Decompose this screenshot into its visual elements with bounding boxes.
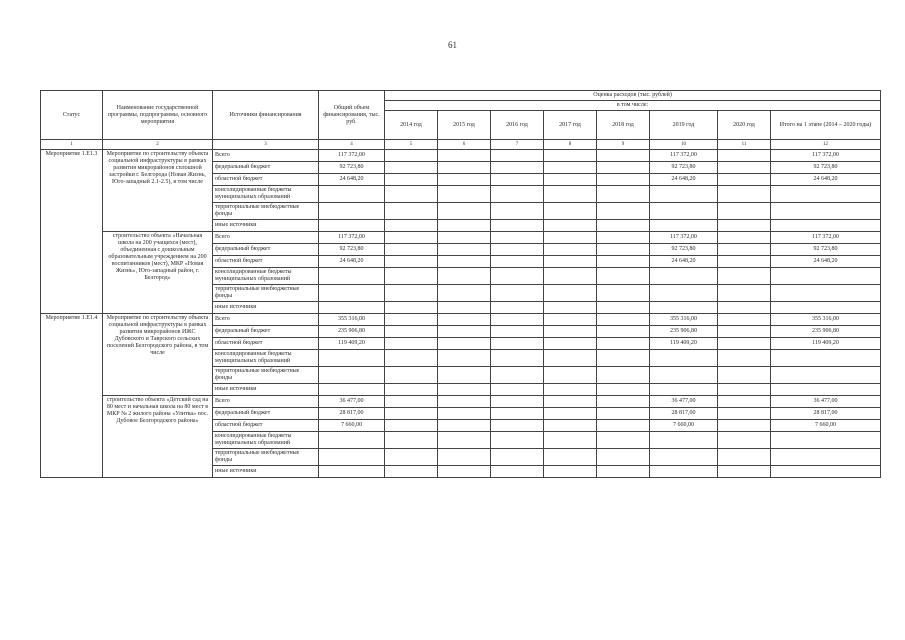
total-value: 92 723,80	[319, 162, 385, 174]
year-value	[597, 220, 650, 232]
column-number: 11	[718, 140, 771, 150]
year-value	[544, 449, 597, 466]
year-value	[597, 314, 650, 326]
year-value	[491, 244, 544, 256]
total-value	[319, 367, 385, 384]
year-value	[438, 285, 491, 302]
header-year: 2014 год	[385, 111, 438, 140]
year-value	[597, 466, 650, 478]
year-2019-value	[650, 285, 718, 302]
funding-source: федеральный бюджет	[213, 408, 319, 420]
year-value	[544, 338, 597, 350]
funding-source: Всего	[213, 232, 319, 244]
stage-total-value: 36 477,00	[771, 396, 881, 408]
year-value	[718, 256, 771, 268]
year-value	[544, 466, 597, 478]
header-year: 2020 год	[718, 111, 771, 140]
year-value	[438, 338, 491, 350]
year-2019-value	[650, 432, 718, 449]
year-value	[544, 268, 597, 285]
year-value	[718, 449, 771, 466]
year-value	[544, 432, 597, 449]
header-source: Источники финансирования	[213, 91, 319, 140]
stage-total-value	[771, 186, 881, 203]
column-number: 9	[597, 140, 650, 150]
funding-source: территориальные внебюджетные фонды	[213, 285, 319, 302]
year-value	[385, 285, 438, 302]
funding-source: консолидированные бюджеты муниципальных образований	[213, 350, 319, 367]
year-value	[491, 186, 544, 203]
year-value	[385, 203, 438, 220]
total-value	[319, 466, 385, 478]
total-value: 92 723,80	[319, 244, 385, 256]
year-2019-value: 117 372,00	[650, 150, 718, 162]
total-value: 355 316,00	[319, 314, 385, 326]
year-value	[718, 302, 771, 314]
year-value	[385, 232, 438, 244]
total-value: 24 648,20	[319, 256, 385, 268]
year-2019-value	[650, 268, 718, 285]
year-value	[597, 203, 650, 220]
year-value	[491, 408, 544, 420]
year-2019-value: 117 372,00	[650, 232, 718, 244]
year-value	[491, 367, 544, 384]
year-value	[491, 256, 544, 268]
column-number: 1	[41, 140, 103, 150]
year-value	[438, 302, 491, 314]
table-row	[41, 232, 881, 244]
stage-total-value	[771, 268, 881, 285]
year-value	[718, 367, 771, 384]
year-value	[597, 420, 650, 432]
year-value	[438, 150, 491, 162]
year-value	[597, 285, 650, 302]
status-cell: Мероприятие 1.Е1.4	[41, 314, 103, 478]
total-value	[319, 186, 385, 203]
page-number: 61	[448, 40, 457, 50]
total-value: 28 817,00	[319, 408, 385, 420]
funding-source: консолидированные бюджеты муниципальных образований	[213, 432, 319, 449]
year-value	[718, 174, 771, 186]
year-value	[544, 384, 597, 396]
year-value	[544, 302, 597, 314]
activity-name: строительство объекта «Детский сад на 80 мест и начальная школа на 80 мест в МКР № 2 жилого района «Улитка» пос. Дубовое Белгородского района»	[103, 396, 213, 478]
year-value	[718, 384, 771, 396]
year-value	[544, 244, 597, 256]
year-value	[718, 220, 771, 232]
stage-total-value: 117 372,00	[771, 150, 881, 162]
year-value	[597, 244, 650, 256]
total-value	[319, 285, 385, 302]
year-value	[438, 174, 491, 186]
total-value	[319, 432, 385, 449]
year-value	[544, 350, 597, 367]
stage-total-value: 24 648,20	[771, 256, 881, 268]
year-value	[544, 326, 597, 338]
year-value	[385, 384, 438, 396]
year-2019-value: 36 477,00	[650, 396, 718, 408]
year-2019-value	[650, 384, 718, 396]
funding-source: федеральный бюджет	[213, 162, 319, 174]
year-value	[491, 384, 544, 396]
column-number: 5	[385, 140, 438, 150]
funding-source: иные источники	[213, 466, 319, 478]
year-value	[385, 338, 438, 350]
year-value	[718, 186, 771, 203]
total-value: 7 660,00	[319, 420, 385, 432]
year-value	[438, 466, 491, 478]
stage-total-value: 7 660,00	[771, 420, 881, 432]
funding-source: Всего	[213, 314, 319, 326]
year-value	[385, 367, 438, 384]
year-value	[491, 326, 544, 338]
stage-total-value	[771, 449, 881, 466]
funding-source: консолидированные бюджеты муниципальных образований	[213, 268, 319, 285]
stage-total-value	[771, 285, 881, 302]
funding-source: областной бюджет	[213, 420, 319, 432]
year-value	[597, 408, 650, 420]
year-value	[438, 384, 491, 396]
year-value	[597, 174, 650, 186]
funding-source: Всего	[213, 150, 319, 162]
year-value	[385, 186, 438, 203]
year-value	[491, 285, 544, 302]
activity-name: Мероприятие по строительству объекта социальной инфраструктуры в рамках развития микрорайонов ИЖС Дубовского и Таврского сельских поселений Белгородского района, в том числе	[103, 314, 213, 396]
year-value	[438, 396, 491, 408]
header-year: 2018 год	[597, 111, 650, 140]
year-2019-value	[650, 367, 718, 384]
year-value	[597, 449, 650, 466]
year-value	[491, 420, 544, 432]
year-value	[544, 285, 597, 302]
table-body	[41, 150, 881, 478]
stage-total-value: 24 648,20	[771, 174, 881, 186]
year-2019-value	[650, 203, 718, 220]
funding-source: территориальные внебюджетные фонды	[213, 449, 319, 466]
year-value	[385, 150, 438, 162]
year-value	[718, 408, 771, 420]
header-including: в том числе:	[385, 101, 881, 111]
year-value	[718, 150, 771, 162]
year-2019-value: 7 660,00	[650, 420, 718, 432]
year-value	[544, 186, 597, 203]
year-2019-value: 92 723,80	[650, 244, 718, 256]
year-2019-value	[650, 466, 718, 478]
stage-total-value	[771, 220, 881, 232]
year-2019-value	[650, 186, 718, 203]
year-2019-value	[650, 302, 718, 314]
year-2019-value: 92 723,80	[650, 162, 718, 174]
year-value	[385, 302, 438, 314]
table-row	[41, 314, 881, 326]
activity-name: строительство объекта «Начальная школа на 200 учащихся (мест), объединенная с дошкольным образовательным учреждением на 200 воспитанников (мест), МКР «Новая Жизнь», Юго-западный район, г. Белгород»	[103, 232, 213, 314]
year-value	[438, 367, 491, 384]
year-value	[491, 350, 544, 367]
year-value	[385, 449, 438, 466]
year-2019-value: 24 648,20	[650, 256, 718, 268]
year-value	[438, 244, 491, 256]
year-value	[385, 466, 438, 478]
year-value	[544, 420, 597, 432]
year-value	[491, 268, 544, 285]
year-value	[597, 268, 650, 285]
stage-total-value: 355 316,00	[771, 314, 881, 326]
year-value	[597, 232, 650, 244]
year-value	[491, 150, 544, 162]
header-status: Статус	[41, 91, 103, 140]
column-number: 2	[103, 140, 213, 150]
funding-source: иные источники	[213, 220, 319, 232]
year-value	[491, 338, 544, 350]
header-year: 2016 год	[491, 111, 544, 140]
year-2019-value: 28 817,00	[650, 408, 718, 420]
year-value	[718, 466, 771, 478]
stage-total-value	[771, 350, 881, 367]
year-value	[544, 150, 597, 162]
funding-source: областной бюджет	[213, 338, 319, 350]
funding-source: иные источники	[213, 384, 319, 396]
stage-total-value	[771, 432, 881, 449]
year-value	[718, 396, 771, 408]
year-value	[491, 220, 544, 232]
table-row	[41, 396, 881, 408]
year-value	[438, 432, 491, 449]
year-2019-value: 24 648,20	[650, 174, 718, 186]
year-value	[438, 449, 491, 466]
year-value	[491, 232, 544, 244]
funding-source: областной бюджет	[213, 174, 319, 186]
year-value	[718, 326, 771, 338]
year-value	[718, 203, 771, 220]
year-value	[597, 162, 650, 174]
year-value	[597, 150, 650, 162]
column-number: 8	[544, 140, 597, 150]
funding-source: федеральный бюджет	[213, 326, 319, 338]
year-value	[544, 367, 597, 384]
year-value	[438, 326, 491, 338]
year-value	[597, 350, 650, 367]
year-2019-value: 355 316,00	[650, 314, 718, 326]
year-value	[491, 449, 544, 466]
year-2019-value	[650, 350, 718, 367]
year-value	[438, 314, 491, 326]
year-value	[438, 268, 491, 285]
year-value	[544, 232, 597, 244]
header-sum: Итого на 1 этапе (2014 – 2020 годы)	[771, 111, 881, 140]
year-value	[544, 220, 597, 232]
year-value	[385, 396, 438, 408]
year-value	[438, 186, 491, 203]
funding-source: консолидированные бюджеты муниципальных образований	[213, 186, 319, 203]
year-value	[718, 338, 771, 350]
year-value	[544, 314, 597, 326]
total-value: 119 409,20	[319, 338, 385, 350]
year-value	[597, 256, 650, 268]
total-value	[319, 203, 385, 220]
year-value	[597, 326, 650, 338]
column-number: 4	[319, 140, 385, 150]
year-value	[385, 350, 438, 367]
total-value	[319, 384, 385, 396]
year-value	[438, 350, 491, 367]
year-value	[385, 268, 438, 285]
stage-total-value	[771, 302, 881, 314]
year-value	[544, 162, 597, 174]
funding-source: Всего	[213, 396, 319, 408]
year-2019-value	[650, 220, 718, 232]
year-value	[718, 432, 771, 449]
year-value	[544, 174, 597, 186]
funding-source: территориальные внебюджетные фонды	[213, 203, 319, 220]
stage-total-value	[771, 367, 881, 384]
stage-total-value: 92 723,80	[771, 162, 881, 174]
year-value	[718, 268, 771, 285]
column-number: 10	[650, 140, 718, 150]
header-total: Общий объем финансирования, тыс. руб.	[319, 91, 385, 140]
header-name: Наименование государственной программы, подпрограммы, основного мероприятия	[103, 91, 213, 140]
year-value	[718, 162, 771, 174]
total-value: 36 477,00	[319, 396, 385, 408]
year-value	[597, 338, 650, 350]
year-value	[385, 220, 438, 232]
year-value	[597, 432, 650, 449]
header-year: 2019 год	[650, 111, 718, 140]
activity-name: Мероприятие по строительству объекта социальной инфраструктуры в рамках развития микрорайонов сплошной застройки г. Белгорода (Новая Жизнь, Юго-западный 2.1-2.5), в том числе	[103, 150, 213, 232]
total-value	[319, 350, 385, 367]
budget-table	[40, 90, 881, 478]
year-value	[597, 302, 650, 314]
total-value	[319, 302, 385, 314]
total-value: 117 372,00	[319, 232, 385, 244]
year-value	[491, 466, 544, 478]
year-value	[385, 432, 438, 449]
year-value	[544, 396, 597, 408]
year-value	[385, 162, 438, 174]
year-value	[385, 244, 438, 256]
year-value	[718, 350, 771, 367]
year-value	[491, 396, 544, 408]
stage-total-value	[771, 203, 881, 220]
year-value	[385, 326, 438, 338]
stage-total-value: 92 723,80	[771, 244, 881, 256]
total-value	[319, 220, 385, 232]
funding-source: иные источники	[213, 302, 319, 314]
year-value	[385, 256, 438, 268]
year-value	[438, 203, 491, 220]
header-estimate: Оценка расходов (тыс. рублей)	[385, 91, 881, 101]
stage-total-value: 119 409,20	[771, 338, 881, 350]
year-2019-value	[650, 449, 718, 466]
column-number: 3	[213, 140, 319, 150]
year-value	[718, 232, 771, 244]
header-year: 2017 год	[544, 111, 597, 140]
year-value	[597, 396, 650, 408]
header-year: 2015 год	[438, 111, 491, 140]
total-value: 24 648,20	[319, 174, 385, 186]
funding-source: областной бюджет	[213, 256, 319, 268]
year-value	[491, 174, 544, 186]
stage-total-value: 28 817,00	[771, 408, 881, 420]
year-value	[491, 203, 544, 220]
total-value: 117 372,00	[319, 150, 385, 162]
year-value	[491, 432, 544, 449]
year-value	[491, 162, 544, 174]
year-value	[544, 408, 597, 420]
year-2019-value: 235 906,80	[650, 326, 718, 338]
stage-total-value: 235 906,80	[771, 326, 881, 338]
year-value	[438, 408, 491, 420]
year-value	[491, 314, 544, 326]
year-value	[385, 314, 438, 326]
year-value	[385, 420, 438, 432]
total-value: 235 906,80	[319, 326, 385, 338]
year-value	[544, 203, 597, 220]
stage-total-value	[771, 466, 881, 478]
year-value	[385, 408, 438, 420]
stage-total-value: 117 372,00	[771, 232, 881, 244]
year-value	[718, 244, 771, 256]
year-value	[718, 314, 771, 326]
year-value	[597, 367, 650, 384]
column-number: 7	[491, 140, 544, 150]
stage-total-value	[771, 384, 881, 396]
year-value	[718, 420, 771, 432]
year-value	[597, 186, 650, 203]
year-value	[491, 302, 544, 314]
year-value	[544, 256, 597, 268]
funding-source: территориальные внебюджетные фонды	[213, 367, 319, 384]
total-value	[319, 449, 385, 466]
table-row	[41, 150, 881, 162]
year-value	[718, 285, 771, 302]
year-value	[438, 162, 491, 174]
year-value	[597, 384, 650, 396]
year-value	[438, 232, 491, 244]
year-value	[438, 420, 491, 432]
funding-source: федеральный бюджет	[213, 244, 319, 256]
column-number: 6	[438, 140, 491, 150]
year-value	[385, 174, 438, 186]
total-value	[319, 268, 385, 285]
status-cell: Мероприятие 1.Е1.3	[41, 150, 103, 314]
year-value	[438, 256, 491, 268]
year-2019-value: 119 409,20	[650, 338, 718, 350]
year-value	[438, 220, 491, 232]
column-number: 12	[771, 140, 881, 150]
